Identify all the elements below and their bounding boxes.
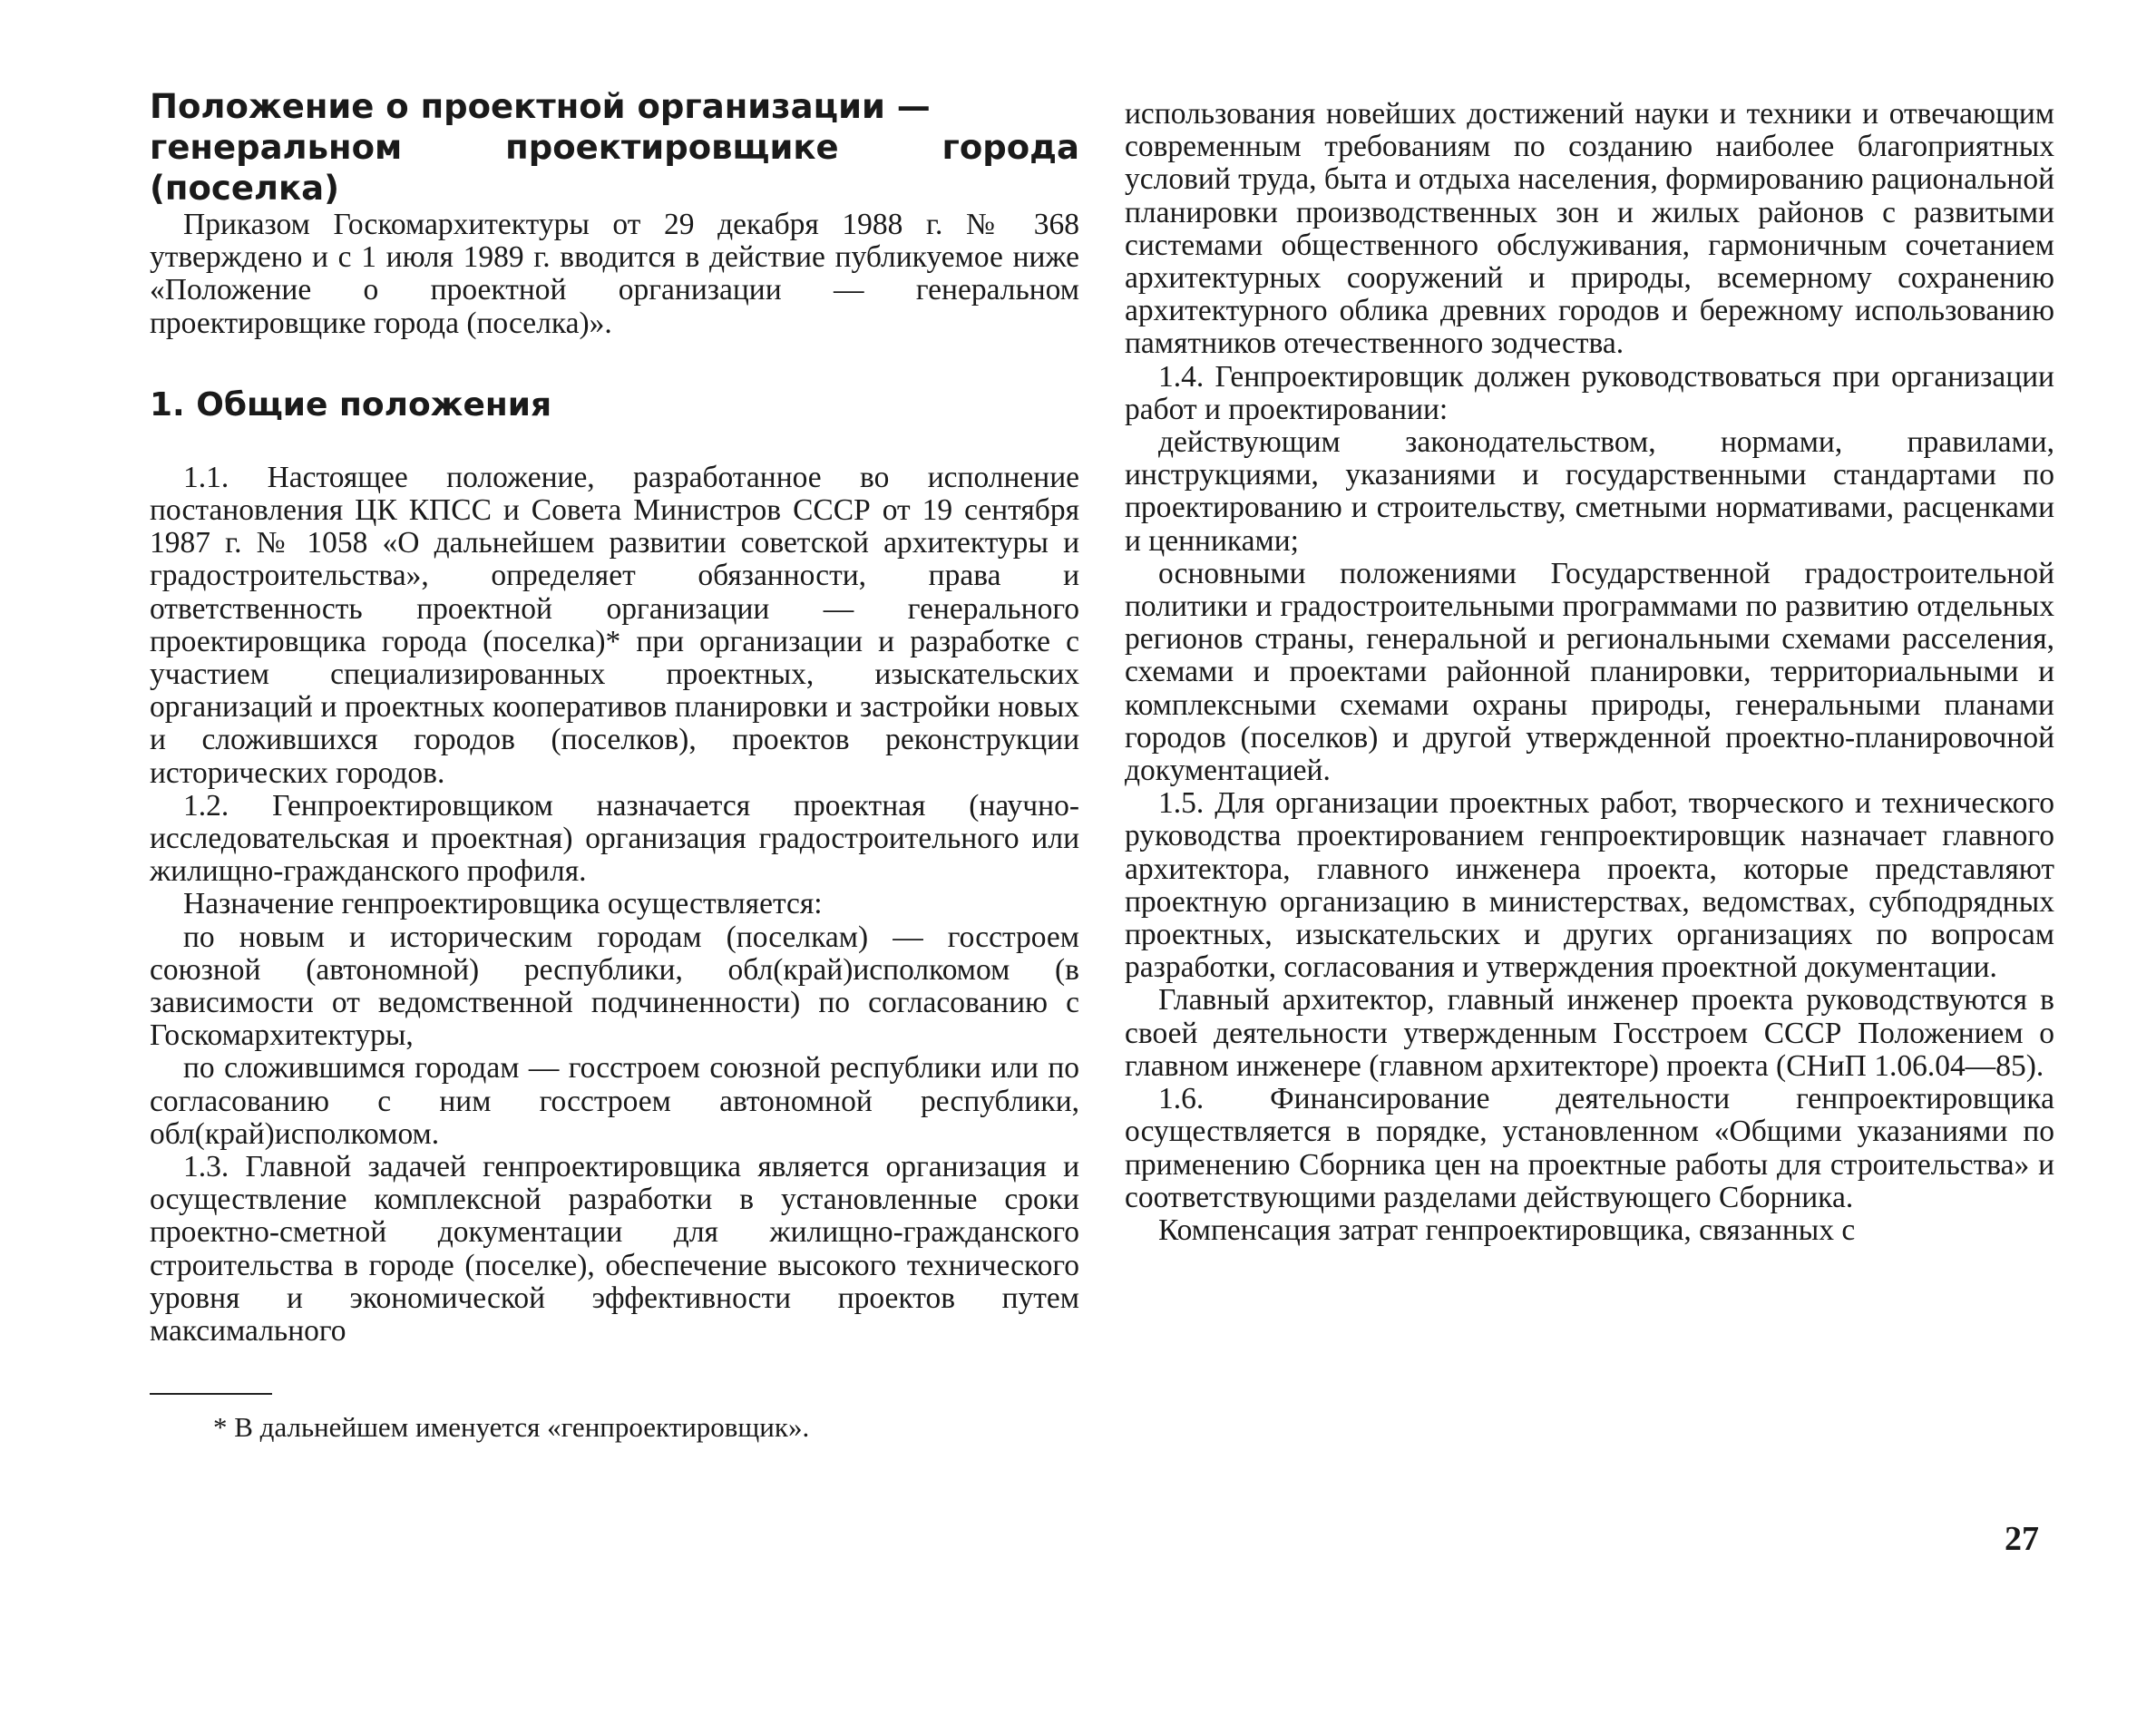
- paragraph-existing-cities: по сложившимся городам — госстроем союзной республики или по согласованию с ним госстроем автономной республики, обл(край)исполкомом.: [150, 1051, 1079, 1151]
- paragraph-1-2: 1.2. Генпроектировщиком назначается проектная (научно-исследовательская и проектная) организация градостроительного или жилищно-гражданского профиля.: [150, 788, 1079, 889]
- section-1-heading: 1. Общие положения: [150, 385, 552, 424]
- left-column: [150, 86, 1079, 1472]
- paragraph-1-1: 1.1. Настоящее положение, разработанное во исполнение постановления ЦК КПСС и Совета Министров СССР от 19 сентября 1987 г. № 1058 «О дальнейшем развитии советской архитектуры и градостроительства», определяет обязанности, права и ответственность проектной организации — генерального проектировщика города (поселка)* при организации и разработке с участием специализированных проектных, изыскательских организаций и проектных кооперативов планировки и застройки новых и сложившихся городов (поселков), проектов реконструкции исторических городов.: [150, 460, 1079, 790]
- intro-paragraph: Приказом Госкомархитектуры от 29 декабря 1988 г. № 368 утверждено и с 1 июля 1989 г. вводится в действие публикуемое ниже «Положение о проектной организации — генеральном проектировщике города (поселка)».: [150, 208, 1079, 340]
- paragraph-1-4: 1.4. Генпроектировщик должен руководствоваться при организации работ и проектировании:: [1125, 359, 2054, 426]
- paragraph-compensation: Компенсация затрат генпроектировщика, связанных с: [1158, 1212, 1856, 1247]
- title-line-1: Положение о проектной организации —: [150, 87, 931, 126]
- paragraph-chief-architect: Главный архитектор, главный инженер проекта руководствуются в своей деятельности утвержденным Госстроем СССР Положением о главном инженере (главном архитекторе) проекта (СНиП 1.06.04—85).: [1125, 983, 2054, 1083]
- paragraph-policy: основными положениями Государственной градостроительной политики и градостроительными программами по развитию отдельных регионов страны, генеральной и региональными схемами расселения, схемами и проектами районной планировки, территориальными и комплексными схемами охраны природы, генеральными планами городов (поселков) и другой утвержденной проектно-планировочной документацией.: [1125, 556, 2054, 788]
- paragraph-appointment: Назначение генпроектировщика осуществляется:: [183, 887, 823, 921]
- page-number: 27: [2005, 1520, 2039, 1558]
- right-column: [1125, 98, 2054, 1247]
- paragraph-1-3: 1.3. Главной задачей генпроектировщика является организация и осуществление комплексной разработки в установленные сроки проектно-сметной документации для жилищно-гражданского строительства в городе (поселке), обеспечение высокого технического уровня и экономической эффективности проектов путем максимального: [150, 1150, 1079, 1349]
- paragraph-continuation: использования новейших достижений науки и техники и отвечающим современным требованиям по созданию наиболее благоприятных условий труда, быта и отдыха населения, формированию рациональной планировки производственных зон и жилых районов с развитыми системами общественного обслуживания, гармоничным сочетанием архитектурных сооружений и природы, всемерному сохранению архитектурного облика древних городов и бережному использованию памятников отечественного зодчества.: [1125, 97, 2054, 361]
- paragraph-legislation: действующим законодательством, нормами, правилами, инструкциями, указаниями и государственными стандартами по проектированию и строительству, сметными нормативами, расценками и ценниками;: [1125, 425, 2054, 558]
- paragraph-new-cities: по новым и историческим городам (поселкам) — госстроем союзной (автономной) республики, обл(край)исполкомом (в зависимости от ведомственной подчиненности) по согласованию с Госкомархитектуры,: [150, 920, 1079, 1053]
- document-title: [150, 86, 1079, 209]
- footnote: * В дальнейшем именуется «генпроектировщик».: [213, 1411, 810, 1444]
- paragraph-1-6: 1.6. Финансирование деятельности генпроектировщика осуществляется в порядке, установленном «Общими указаниями по применению Сборника цен на проектные работы для строительства» и соответствующими разделами действующего Сборника.: [1125, 1082, 2054, 1214]
- footnote-divider: [150, 1393, 272, 1395]
- title-line-2: генеральном проектировщике города (поселка): [150, 128, 1079, 208]
- paragraph-1-5: 1.5. Для организации проектных работ, творческого и технического руководства проектированием генпроектировщик назначает главного архитектора, главного инженера проекта, которые представляют проектную организацию в министерствах, ведомствах, субподрядных проектных, изыскательских и других организациях по вопросам разработки, согласования и утверждения проектной документации.: [1125, 786, 2054, 985]
